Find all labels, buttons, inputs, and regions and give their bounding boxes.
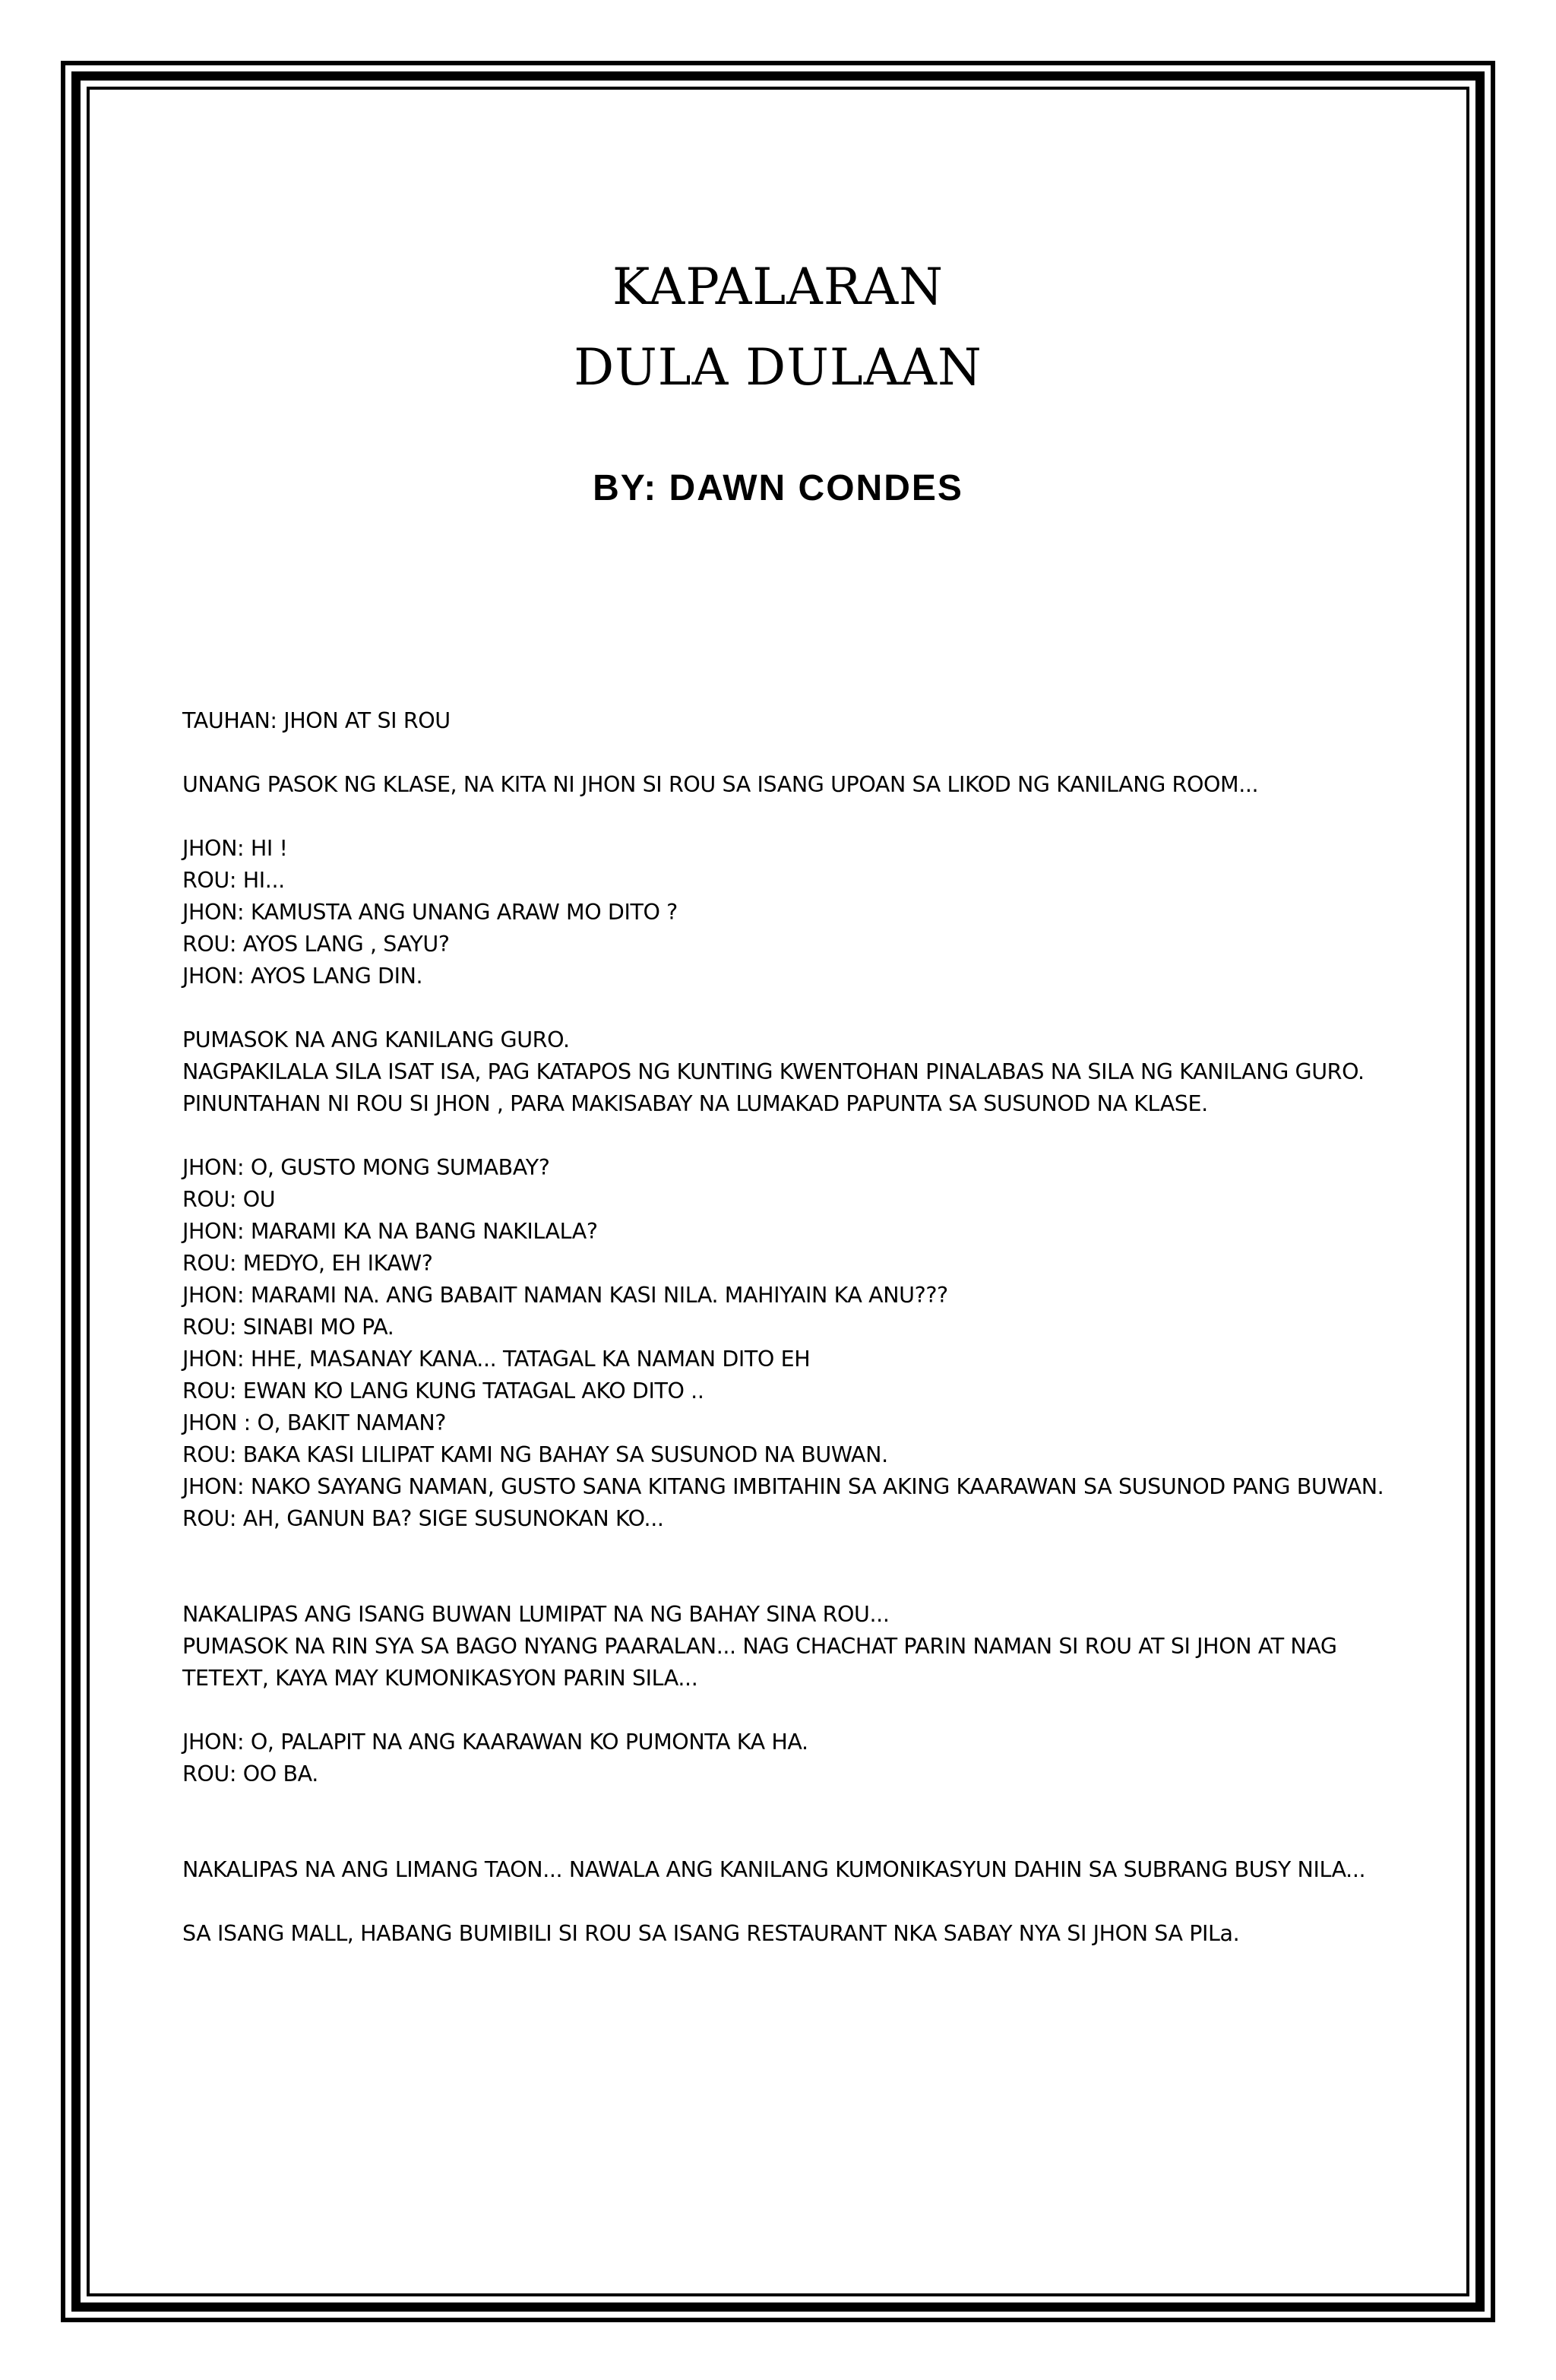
script-body: [182, 705, 1390, 1950]
title-line-2: DULA DULAAN: [574, 338, 982, 397]
narration-block: [182, 1024, 1390, 1120]
dialogue-line: JHON : O, BAKIT NAMAN?: [182, 1410, 447, 1435]
dialogue-line: ROU: EWAN KO LANG KUNG TATAGAL AKO DITO ..: [182, 1378, 704, 1404]
dialogue-block: [182, 1726, 1390, 1790]
dialogue-line: JHON: NAKO SAYANG NAMAN, GUSTO SANA KITANG IMBITAHIN SA AKING KAARAWAN SA SUSUNOD PANG BUWAN.: [182, 1474, 1384, 1499]
narration-line: PUMASOK NA RIN SYA SA BAGO NYANG PAARALAN... NAG CHACHAT PARIN NAMAN SI ROU AT SI JHON AT NAG TETEXT, KAYA MAY KUMONIKASYON PARIN SILA...: [182, 1634, 1337, 1691]
dialogue-line: ROU: HI...: [182, 868, 285, 893]
title-line-1: KAPALARAN: [612, 258, 944, 316]
narration-paragraph: UNANG PASOK NG KLASE, NA KITA NI JHON SI ROU SA ISANG UPOAN SA LIKOD NG KANILANG ROOM...: [182, 772, 1259, 797]
dialogue-line: JHON: MARAMI KA NA BANG NAKILALA?: [182, 1219, 598, 1244]
dialogue-line: ROU: AYOS LANG , SAYU?: [182, 932, 450, 957]
dialogue-line: JHON: O, PALAPIT NA ANG KAARAWAN KO PUMONTA KA HA.: [182, 1730, 808, 1755]
dialogue-line: JHON: HHE, MASANAY KANA... TATAGAL KA NAMAN DITO EH: [182, 1347, 811, 1372]
narration-paragraph: SA ISANG MALL, HABANG BUMIBILI SI ROU SA ISANG RESTAURANT NKA SABAY NYA SI JHON SA PILa.: [182, 1921, 1240, 1946]
dialogue-line: JHON: KAMUSTA ANG UNANG ARAW MO DITO ?: [182, 900, 678, 925]
dialogue-block: [182, 833, 1390, 992]
dialogue-line: JHON: HI !: [182, 836, 288, 861]
dialogue-block: [182, 1152, 1390, 1535]
dialogue-line: ROU: BAKA KASI LILIPAT KAMI NG BAHAY SA SUSUNOD NA BUWAN.: [182, 1442, 888, 1467]
dialogue-line: JHON: AYOS LANG DIN.: [182, 964, 423, 989]
narration-line: NAKALIPAS ANG ISANG BUWAN LUMIPAT NA NG BAHAY SINA ROU...: [182, 1602, 890, 1627]
dialogue-line: JHON: MARAMI NA. ANG BABAIT NAMAN KASI NILA. MAHIYAIN KA ANU???: [182, 1283, 948, 1308]
dialogue-line: JHON: O, GUSTO MONG SUMABAY?: [182, 1155, 550, 1180]
dialogue-line: ROU: OU: [182, 1187, 276, 1212]
dialogue-line: ROU: SINABI MO PA.: [182, 1315, 394, 1340]
title-block: [90, 247, 1466, 408]
dialogue-line: ROU: AH, GANUN BA? SIGE SUSUNOKAN KO...: [182, 1506, 664, 1531]
narration-line: PUMASOK NA ANG KANILANG GURO.: [182, 1027, 570, 1052]
author-byline: BY: DAWN CONDES: [593, 468, 963, 508]
narration-block: [182, 1599, 1390, 1695]
narration-line: NAGPAKILALA SILA ISAT ISA, PAG KATAPOS NG KUNTING KWENTOHAN PINALABAS NA SILA NG KANILANG GURO.: [182, 1059, 1365, 1084]
narration-line: PINUNTAHAN NI ROU SI JHON , PARA MAKISABAY NA LUMAKAD PAPUNTA SA SUSUNOD NA KLASE.: [182, 1091, 1208, 1116]
narration-paragraph: NAKALIPAS NA ANG LIMANG TAON... NAWALA ANG KANILANG KUMONIKASYUN DAHIN SA SUBRANG BUSY NILA...: [182, 1857, 1366, 1882]
cast-line: TAUHAN: JHON AT SI ROU: [182, 708, 451, 733]
dialogue-line: ROU: OO BA.: [182, 1761, 318, 1787]
dialogue-line: ROU: MEDYO, EH IKAW?: [182, 1251, 433, 1276]
